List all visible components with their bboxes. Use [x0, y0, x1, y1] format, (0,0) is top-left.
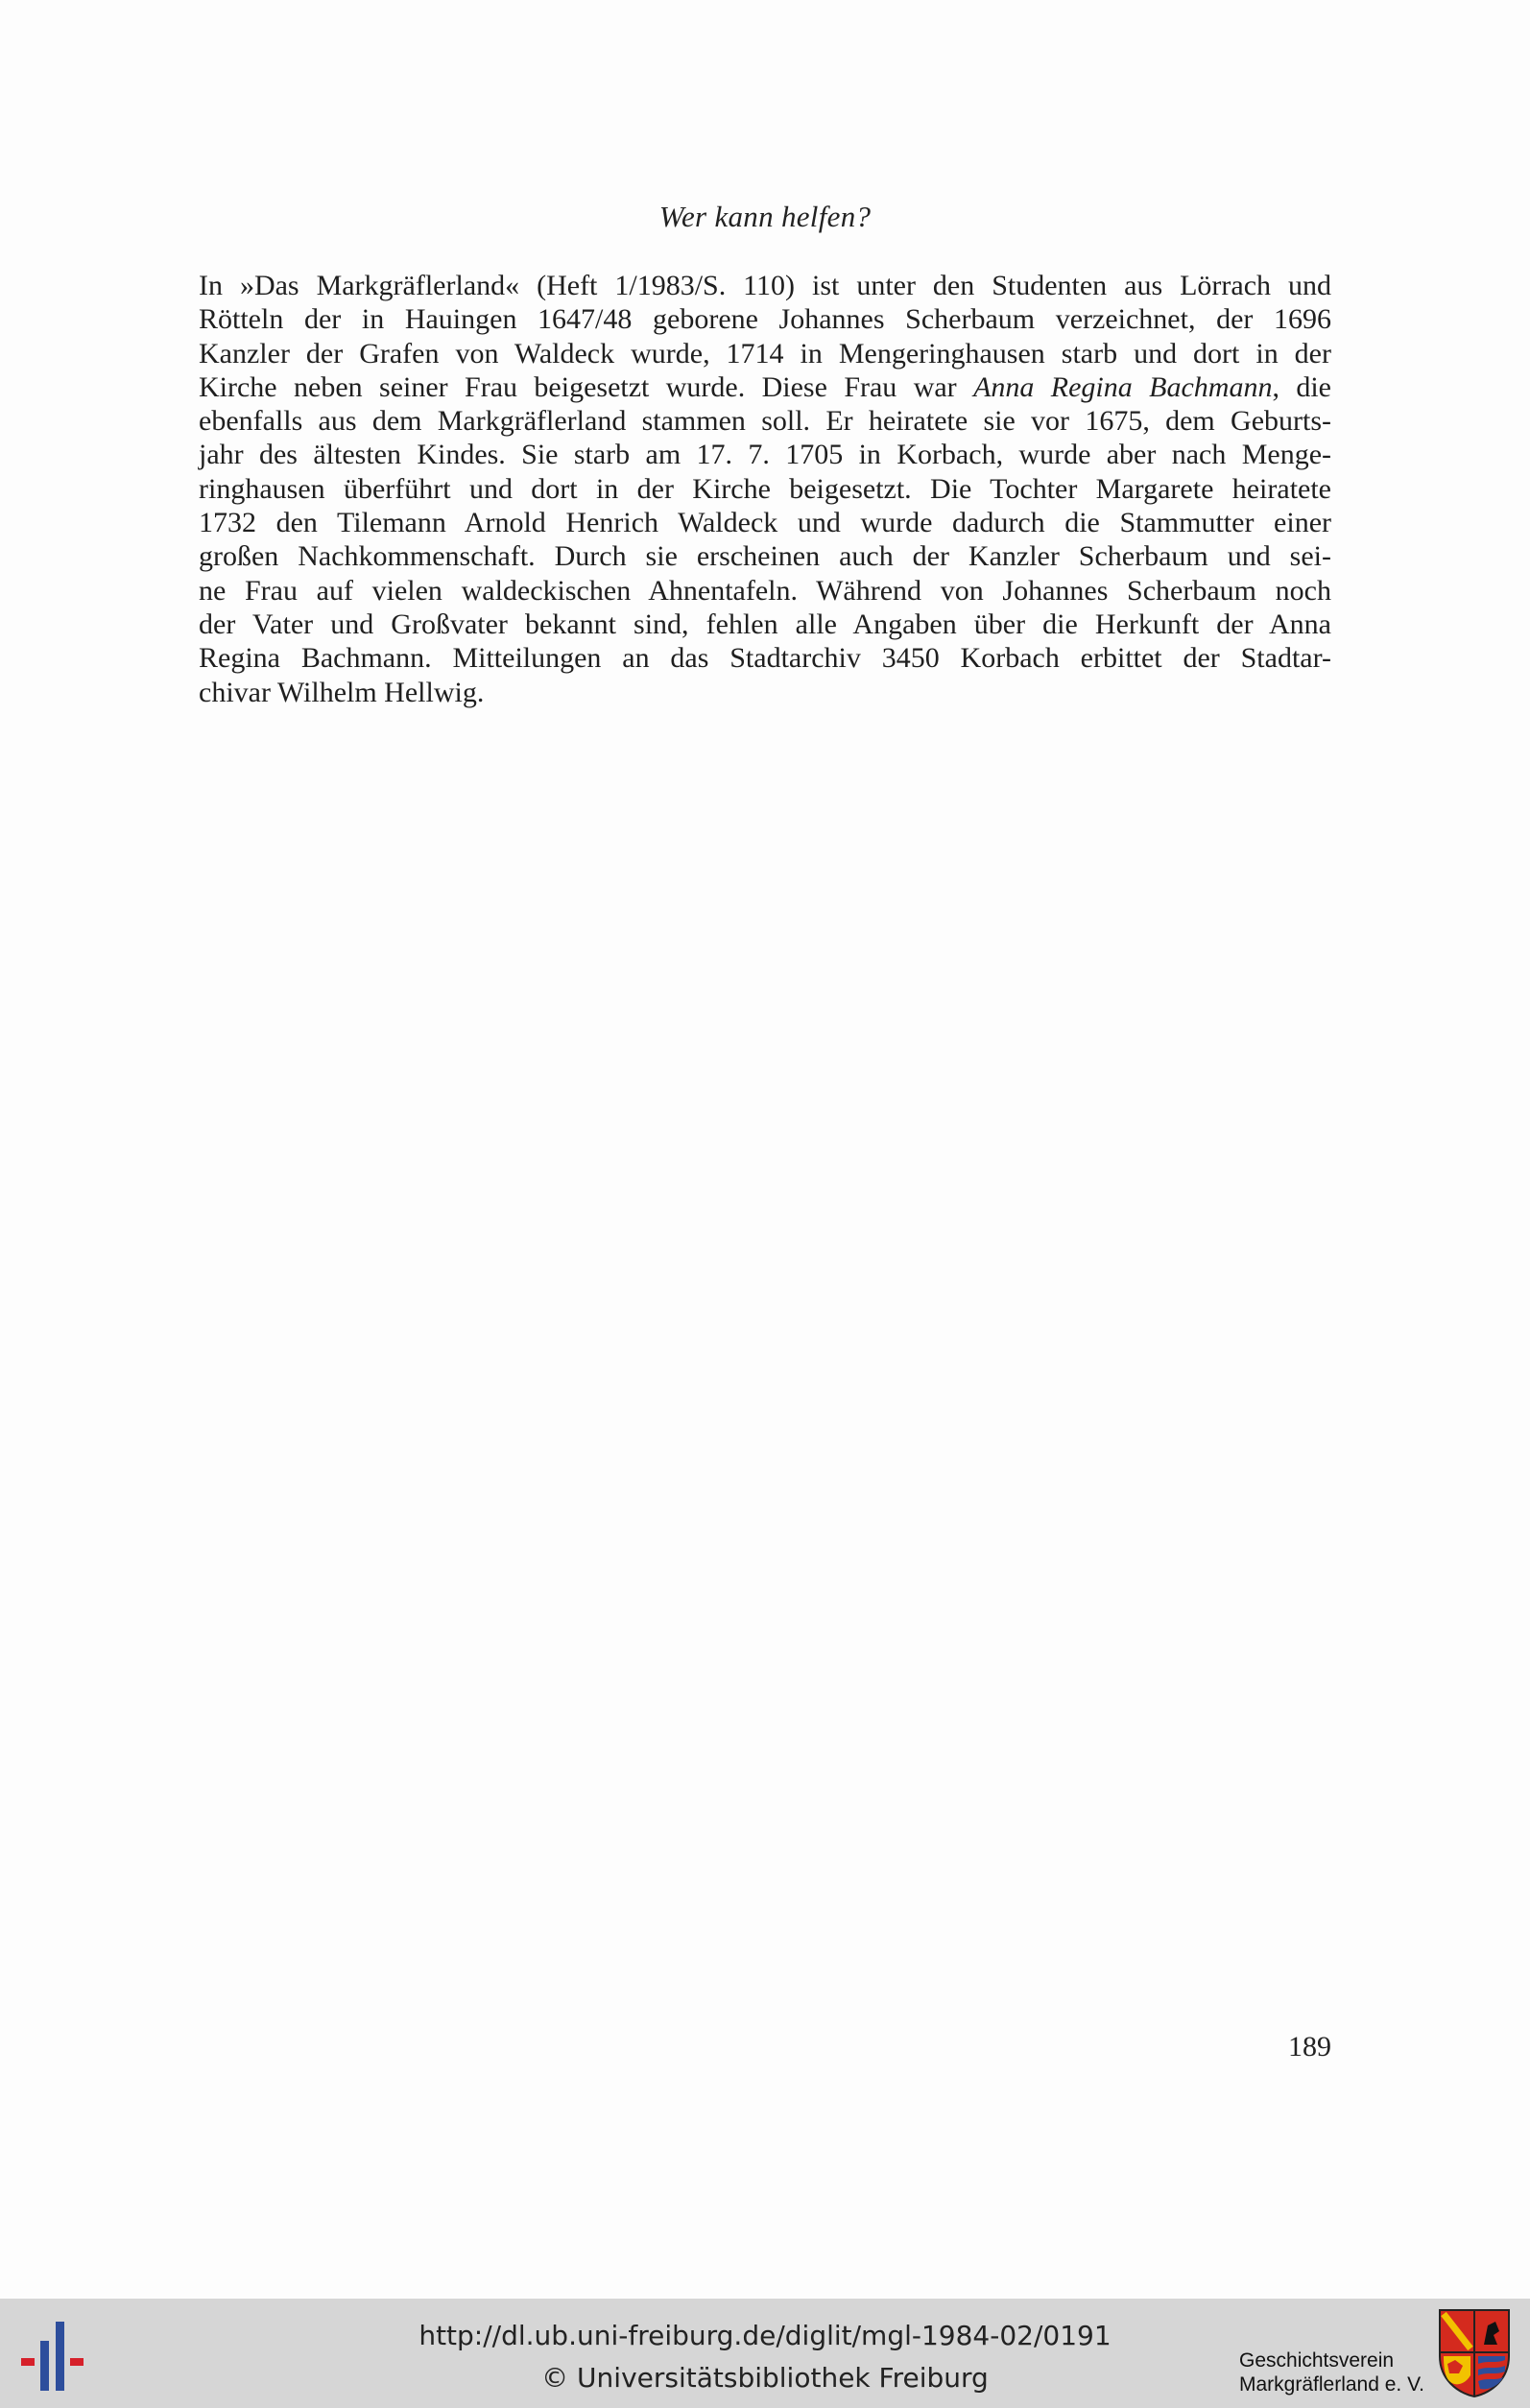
- copyright-notice: © Universitätsbibliothek Freiburg: [541, 2362, 989, 2394]
- text-line: ringhausen überführt und dort in der Kirche beigesetzt. Die Tochter Margarete heiratete: [199, 472, 1331, 505]
- text-line: In »Das Markgräflerland« (Heft 1/1983/S. 110) ist unter den Studenten aus Lörrach und: [199, 270, 1331, 301]
- text-line: [199, 370, 1331, 404]
- text-line: jahr des ältesten Kindes. Sie starb am 17. 7. 1705 in Korbach, wurde aber nach Menge-: [199, 439, 1331, 471]
- text-line: chivar Wilhelm Hellwig.: [199, 676, 485, 708]
- text-line: Rötteln der in Hauingen 1647/48 geborene Johannes Scherbaum verzeichnet, der 1696: [199, 303, 1331, 336]
- text-line: ne Frau auf vielen waldeckischen Ahnentafeln. Während von Johannes Scherbaum noch: [199, 574, 1331, 607]
- society-name: [1239, 2348, 1424, 2396]
- coat-of-arms-icon: [1436, 2306, 1513, 2398]
- text-line-end: , die: [1272, 370, 1331, 403]
- society-name-line: Markgräflerland e. V.: [1239, 2373, 1424, 2396]
- page-heading: Wer kann helfen?: [658, 200, 872, 233]
- text-line: der Vater und Großvater bekannt sind, fehlen alle Angaben über die Herkunft der Anna: [199, 608, 1331, 640]
- italic-name: Anna Regina Bachmann: [973, 370, 1273, 403]
- text-line: großen Nachkommenschaft. Durch sie erscheinen auch der Kanzler Scherbaum und sei-: [199, 540, 1331, 573]
- footer-bar: [0, 2299, 1530, 2408]
- text-line: 1732 den Tilemann Arnold Henrich Waldeck und wurde dadurch die Stammutter einer: [199, 507, 1331, 539]
- text-line-start: Kirche neben seiner Frau beigesetzt wurde. Diese Frau war: [199, 370, 957, 403]
- text-line: Kanzler der Grafen von Waldeck wurde, 1714 in Mengeringhausen starb und dort in der: [199, 337, 1331, 370]
- body-paragraph: [199, 269, 1331, 709]
- permalink-url[interactable]: http://dl.ub.uni-freiburg.de/diglit/mgl-1984-02/0191: [418, 2320, 1112, 2351]
- text-line: ebenfalls aus dem Markgräflerland stammen soll. Er heiratete sie vor 1675, dem Geburts-: [199, 405, 1331, 438]
- society-name-line: Geschichtsverein: [1239, 2349, 1395, 2372]
- page-number: 189: [1288, 2031, 1331, 2062]
- text-line: Regina Bachmann. Mitteilungen an das Stadtarchiv 3450 Korbach erbittet der Stadtar-: [199, 642, 1331, 675]
